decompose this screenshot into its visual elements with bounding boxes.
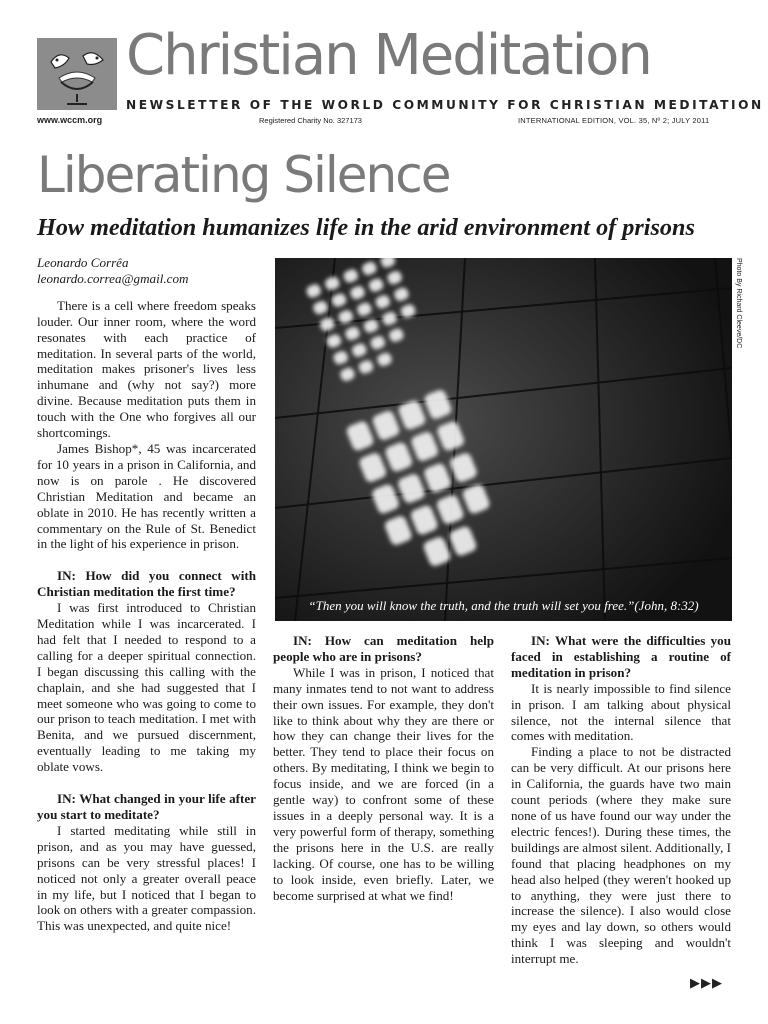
photo-credit-text: Photo By Richard Cleeve/DC xyxy=(735,258,742,349)
article-column-3 xyxy=(511,633,731,967)
article-column-1 xyxy=(37,255,256,934)
article-title: Liberating Silence xyxy=(37,146,450,204)
paragraph: I was first introduced to Christian Meditation while I was incarcerated. I had felt that I needed to respond to a calling for a deeper spiritual connection. I began discussing this calling with the chaplain, and she had suggested that I meet someone who was going to come to our prison to teach meditation. I met with Benita, and we pursued discernment, eventually leading to me taking my oblate vows. xyxy=(37,600,256,775)
wccm-logo xyxy=(37,38,117,110)
masthead-subtitle: NEWSLETTER OF THE WORLD COMMUNITY FOR CHRISTIAN MEDITATION xyxy=(126,98,764,112)
paragraph: It is nearly impossible to find silence in prison. I am talking about physical silence, not the internal silence that comes with meditation. xyxy=(511,680,731,744)
website-link[interactable]: www.wccm.org xyxy=(37,115,103,125)
paragraph: While I was in prison, I noticed that many inmates tend to not want to address their own issues. For example, they don't like to think about why they are there or how they can change their lives for the better. They tend to place their focus on others. By meditating, I think we begin to focus inside, and we are forced (in a gentle way) to confront some of these issues in a deeply personal way. It is a very powerful form of therapy, something the prisons here in the U.S. are really lacking. Of course, one has to be willing to look inside, even briefly. Later, we become surprised at what we find! xyxy=(273,664,494,903)
continued-arrows: ▶▶▶ xyxy=(690,976,723,991)
interview-question: IN: What were the difficulties you faced in establishing a routine of meditation in prison? xyxy=(511,633,731,680)
charity-number: Registered Charity No. 327173 xyxy=(259,116,362,125)
article-column-2 xyxy=(273,633,494,903)
photo-caption: “Then you will know the truth, and the truth will set you free.”(John, 8:32) xyxy=(308,598,699,613)
interview-question: IN: What changed in your life after you start to meditate? xyxy=(37,791,256,822)
photo-credit xyxy=(726,258,746,358)
interview-question: IN: How did you connect with Christian meditation the first time? xyxy=(37,568,256,600)
article-subtitle: How meditation humanizes life in the arid environment of prisons xyxy=(37,214,695,241)
paragraph: There is a cell where freedom speaks louder. Our inner room, where the word resonates with each practice of meditation. In several parts of the world, meditation makes prisoner's lives less inhumane and (why not say?) more divine. Because meditation puts them in touch with the One who forgives all our shortcomings. xyxy=(37,297,256,441)
paragraph: I started meditating while still in prison, and as you may have guessed, prisons can be very stressful places! I noticed not only a greater overall peace in my life, but I noticed that I began to look on others with a greater compassion. This was unexpected, and quite nice! xyxy=(37,822,256,934)
paragraph: Finding a place to not be distracted can be very difficult. At our prisons here in California, the guards have two main count periods (where they make sure none of us have found our way under the electric fences!). During these times, the buildings are almost silent. Additionally, I found that placing headphones on my head also helped (they weren't hooked up to anything, they were just there to increase the silence). I also would close my eyes and lay down, so others would think I was sleeping and wouldn't interrupt me. xyxy=(511,744,731,967)
edition-info: INTERNATIONAL EDITION, VOL. 35, Nº 2; JULY 2011 xyxy=(518,116,710,125)
author-email[interactable]: leonardo.correa@gmail.com xyxy=(37,270,189,286)
paragraph: James Bishop*, 45 was incarcerated for 10 years in a prison in California, and now is on parole . He discovered Christian Meditation and became an oblate in 2010. He has recently written a commentary on the Rule of St. Benedict in the light of his experience in prison. xyxy=(37,440,256,552)
masthead-title: Christian Meditation xyxy=(126,23,651,88)
prison-floor-photo xyxy=(275,258,732,621)
interview-question: IN: How can meditation help people who are in prisons? xyxy=(273,633,494,664)
author-name: Leonardo Corrêa xyxy=(37,255,129,270)
